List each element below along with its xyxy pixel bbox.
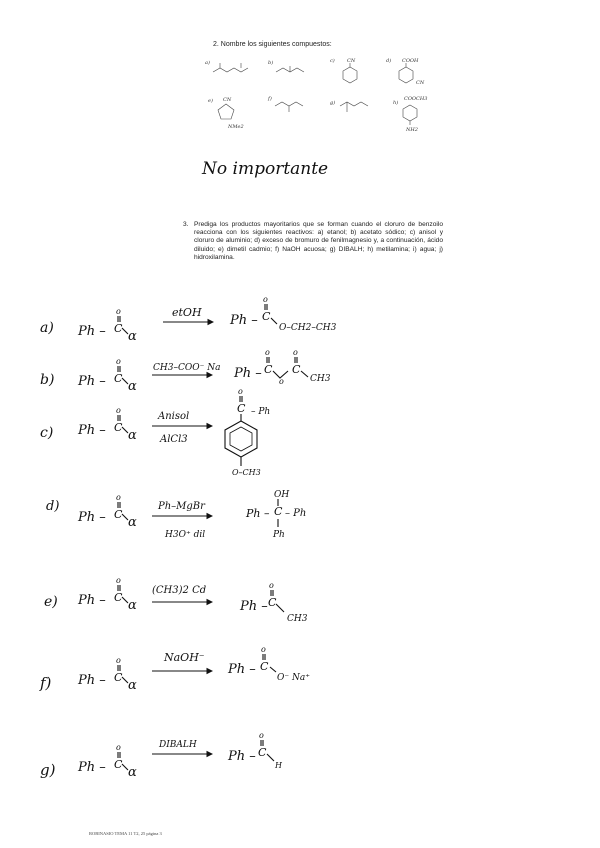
q2-group-coome: COOCH3 (404, 96, 428, 102)
svg-text:α: α (128, 765, 137, 780)
answer-a-reagent: etOH (172, 306, 202, 319)
answer-b (40, 348, 331, 394)
svg-text:o: o (116, 493, 121, 502)
svg-text:o: o (263, 295, 268, 304)
svg-text:C: C (258, 746, 267, 759)
svg-text:o: o (293, 348, 298, 357)
answer-c-product: O–CH3 (232, 468, 261, 477)
answer-d-reagent-2: H3O⁺ dil (165, 530, 206, 540)
svg-text:o: o (116, 307, 121, 316)
svg-text:o: o (279, 377, 284, 386)
svg-text:α: α (128, 598, 137, 613)
q2-label-a: a) (205, 60, 210, 66)
question-2-header: 2. Nombre los siguientes compuestos: (213, 41, 332, 48)
answer-g-label: g) (40, 761, 56, 779)
answer-a-product: O–CH2–CH3 (279, 323, 337, 333)
svg-text:α: α (128, 329, 137, 344)
svg-text:Ph –: Ph – (78, 374, 106, 389)
svg-text:Ph –: Ph – (228, 749, 256, 764)
q2-label-c: c) (330, 58, 335, 64)
svg-text:OH: OH (274, 490, 290, 500)
svg-text:Ph –: Ph – (228, 662, 256, 677)
svg-text:Ph –: Ph – (246, 507, 270, 520)
svg-text:C: C (260, 660, 269, 673)
q2-group-nme2: NMe2 (228, 124, 244, 130)
svg-text:Ph –: Ph – (78, 593, 106, 608)
svg-text:o: o (269, 581, 274, 590)
svg-text:o: o (116, 576, 121, 585)
svg-text:o: o (265, 348, 270, 357)
answer-a (40, 295, 337, 344)
q2-group-cn-2: CN (416, 80, 425, 86)
answer-b-product: CH3 (310, 374, 331, 384)
q2-label-f: f) (268, 96, 272, 102)
answer-c (40, 387, 270, 477)
svg-text:Ph –: Ph – (78, 510, 106, 525)
svg-text:C: C (114, 421, 123, 434)
q2-label-e: e) (208, 98, 213, 104)
svg-text:Ph –: Ph – (234, 366, 262, 381)
svg-text:o: o (259, 731, 264, 740)
answer-g-product: H (275, 761, 282, 770)
svg-text:Ph –: Ph – (78, 423, 106, 438)
q2-label-b: b) (268, 60, 274, 66)
answer-f-label: f) (40, 674, 52, 692)
svg-text:C: C (114, 758, 123, 771)
svg-text:C: C (264, 363, 273, 376)
svg-text:C: C (268, 596, 277, 609)
answer-c-reagent-2: AlCl3 (160, 434, 188, 445)
question-3-text: Prediga los productos mayoritarios que se forman cuando el cloruro de benzoilo reacciona con los siguientes reactivos: a) etanol; b) acetato sódico; c) anisol y cloruro de aluminio; d) exceso de bromuro de fenilmagnesio y, a continuación, ácido diluido; e) dimetil cadmio; f) NaOH acuosa; g) DIBALH; h) metilamina; i) agua; j) hidroxilamina. (194, 221, 443, 261)
svg-text:C: C (114, 372, 123, 385)
answer-f-product: O⁻ Na⁺ (277, 673, 310, 683)
svg-text:Ph –: Ph – (78, 760, 106, 775)
answer-c-label: c) (40, 425, 54, 441)
svg-text:C: C (262, 310, 271, 323)
answer-d-label: d) (46, 499, 60, 514)
answer-b-label: b) (40, 372, 55, 388)
answer-f-reagent: NaOH⁻ (164, 651, 205, 664)
answer-c-reagent: Anisol (158, 411, 190, 422)
handwritten-note: No importante (202, 159, 329, 179)
svg-text:– Ph: – Ph (251, 407, 271, 417)
answer-d-product: Ph (273, 530, 285, 540)
q2-label-h: h) (393, 100, 399, 106)
svg-text:α: α (128, 428, 137, 443)
svg-text:α: α (128, 678, 137, 693)
answer-a-label: a) (40, 320, 54, 336)
answer-b-reagent: CH3–COO⁻ Na (153, 363, 221, 373)
q2-group-cn-1: CN (347, 58, 356, 64)
svg-text:α: α (128, 515, 137, 530)
svg-text:– Ph: – Ph (285, 508, 307, 519)
svg-text:o: o (116, 357, 121, 366)
svg-text:C: C (274, 505, 283, 518)
svg-text:C: C (114, 322, 123, 335)
svg-text:Ph –: Ph – (230, 313, 258, 328)
svg-text:C: C (114, 591, 123, 604)
question-3-number: 3. (183, 221, 189, 228)
q2-label-g: g) (330, 100, 336, 106)
svg-text:Ph –: Ph – (240, 599, 268, 614)
svg-text:C: C (114, 508, 123, 521)
answer-e (44, 576, 308, 624)
answer-g (40, 731, 283, 780)
q2-group-nh2: NH2 (406, 127, 418, 133)
answer-d-reagent: Ph–MgBr (158, 501, 205, 512)
svg-text:o: o (238, 387, 243, 396)
q2-group-cn-3: CN (223, 97, 232, 103)
svg-text:α: α (128, 379, 137, 394)
answer-f (39, 645, 310, 693)
svg-text:o: o (261, 645, 266, 654)
answer-d (46, 490, 306, 540)
svg-text:Ph –: Ph – (78, 673, 106, 688)
answer-e-label: e) (44, 594, 58, 610)
svg-text:Ph –: Ph – (78, 324, 106, 339)
answer-g-reagent: DIBALH (159, 740, 197, 750)
svg-text:o: o (116, 406, 121, 415)
q2-group-cooh: COOH (402, 58, 419, 64)
q2-label-d: d) (386, 58, 392, 64)
svg-text:o: o (116, 656, 121, 665)
svg-text:C: C (292, 363, 301, 376)
answer-e-product: CH3 (287, 614, 308, 624)
answer-e-reagent: (CH3)2 Cd (152, 585, 207, 596)
svg-text:C: C (114, 671, 123, 684)
svg-text:o: o (116, 743, 121, 752)
svg-text:C: C (237, 402, 246, 415)
page-footer: ROBINASIO TEMA 11 T2, 25 página 3 (89, 831, 162, 836)
